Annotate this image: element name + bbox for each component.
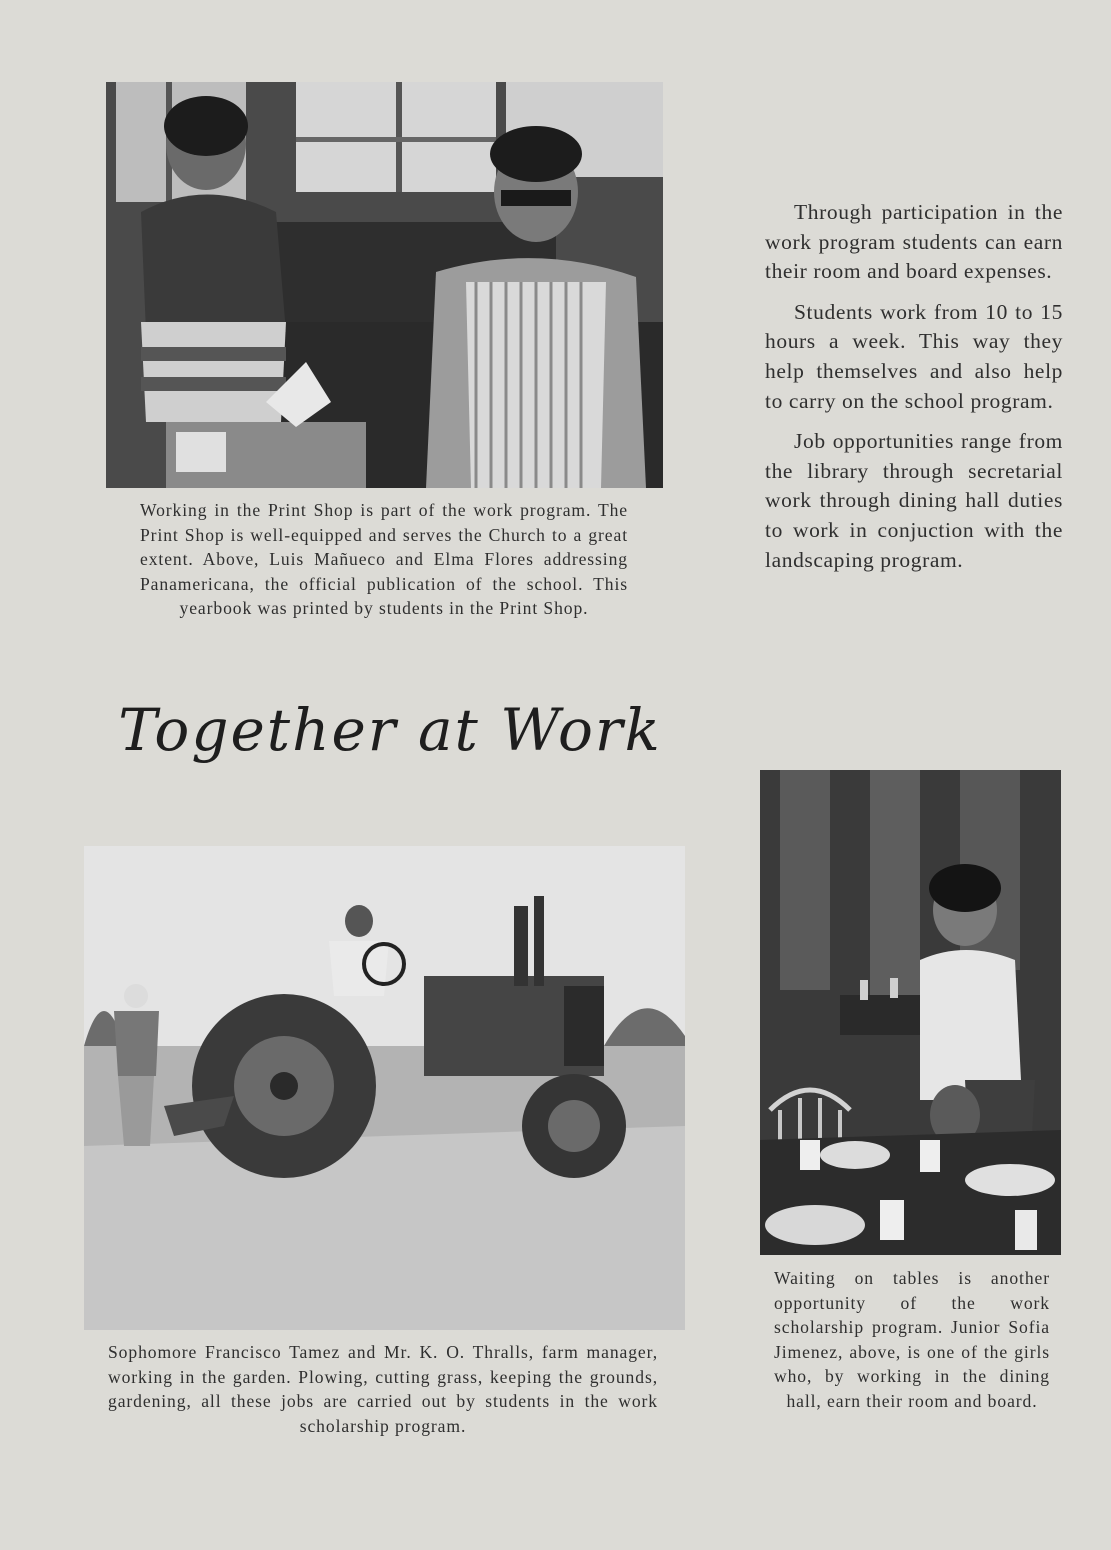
tractor-caption: Sophomore Francisco Tamez and Mr. K. O. Thralls, farm manager, working in the garden. Plowing, cutting grass, keeping the grounds, gardening, all these jobs are carried out by students in the work scholarship program.: [108, 1342, 658, 1436]
print-shop-caption: Working in the Print Shop is part of the work program. The Print Shop is well-equipped and serves the Church to a great extent. Above, Luis Mañueco and Elma Flores addressing Panamericana, the official publication of the school. This yearbook was printed by students in the Print Shop.: [140, 500, 628, 619]
print-shop-photo: [106, 82, 663, 488]
body-paragraph-2: Students work from 10 to 15 hours a week. This way they help themselves and also help to carry on the school program.: [765, 299, 1063, 413]
dining-hall-photo: [760, 770, 1061, 1255]
page-heading: Together at Work: [118, 696, 662, 764]
work-program-text: [765, 198, 1063, 586]
dining-caption: Waiting on tables is another opportunity of the work scholarship program. Junior Sofia Jimenez, above, is one of the girls who, by working in the dining hall, earn their room and board.: [774, 1268, 1050, 1411]
body-paragraph-3: Job opportunities range from the library through secretarial work through dining hall duties to work in conjuction with the landscaping program.: [765, 429, 1063, 572]
body-paragraph-1: Through participation in the work program students can earn their room and board expenses.: [765, 200, 1063, 284]
tractor-photo: [84, 846, 685, 1330]
